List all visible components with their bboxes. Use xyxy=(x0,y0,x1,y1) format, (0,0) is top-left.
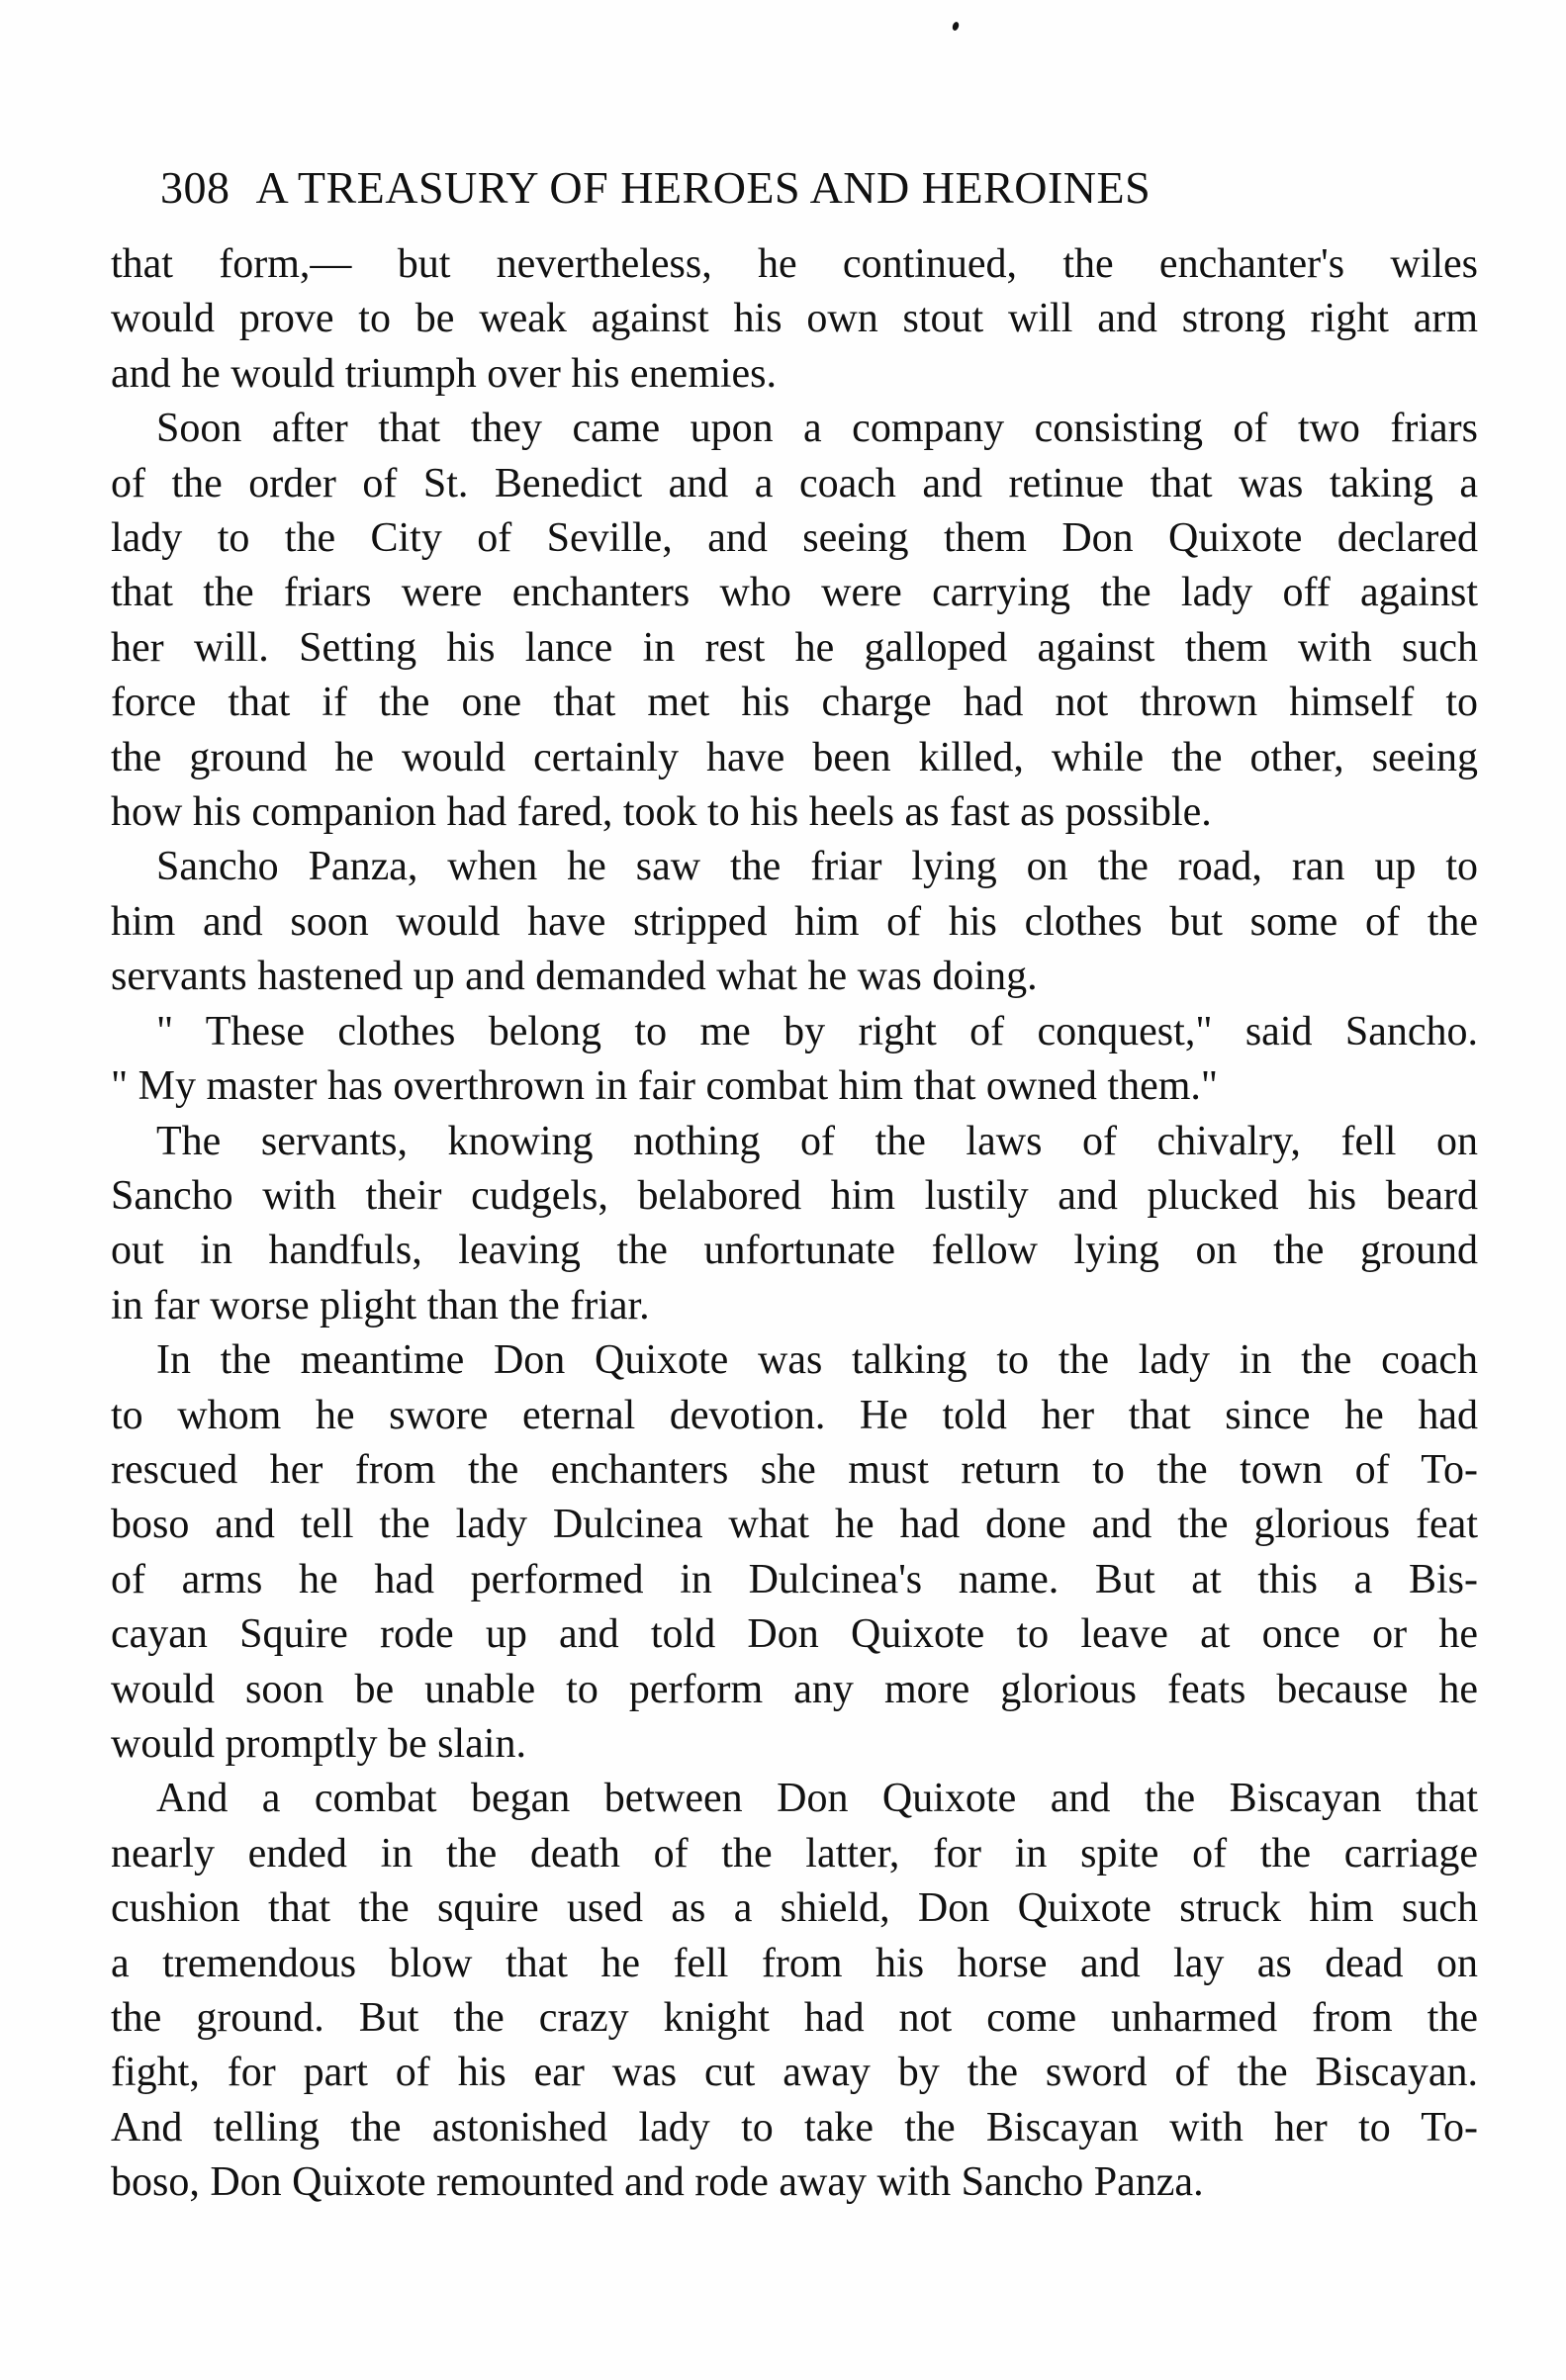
text-line: force that if the one that met his charge had not thrown himself to xyxy=(111,680,1478,726)
ink-speck xyxy=(952,21,961,32)
paragraph xyxy=(111,1115,1478,1334)
paragraph xyxy=(111,1005,1478,1115)
text-line: in far worse plight than the friar. xyxy=(111,1282,650,1328)
text-line: the ground he would certainly have been killed, while the other, seeing xyxy=(111,734,1478,780)
text-line: lady to the City of Seville, and seeing them Don Quixote declared xyxy=(111,515,1478,562)
text-line: And telling the astonished lady to take the Biscayan with her to To- xyxy=(111,2104,1478,2151)
text-line: rescued her from the enchanters she must return to the town of To- xyxy=(111,1446,1478,1493)
running-header xyxy=(160,153,1397,223)
body-text xyxy=(111,237,1478,2211)
text-line: of the order of St. Benedict and a coach and retinue that was taking a xyxy=(111,460,1478,506)
paragraph xyxy=(111,1772,1478,2210)
text-line: out in handfuls, leaving the unfortunate fellow lying on the ground xyxy=(111,1228,1478,1274)
text-line: to whom he swore eternal devotion. He told her that since he had xyxy=(111,1392,1478,1438)
text-line: that the friars were enchanters who were carrying the lady off against xyxy=(111,570,1478,616)
text-line: her will. Setting his lance in rest he galloped against them with such xyxy=(111,624,1478,671)
text-line: " My master has overthrown in fair combat him that owned them." xyxy=(111,1063,1219,1110)
running-title: A TREASURY OF HEROES AND HEROINES xyxy=(255,162,1151,213)
text-line: of arms he had performed in Dulcinea's name. But at this a Bis- xyxy=(111,1556,1478,1602)
text-line: Sancho with their cudgels, belabored him lustily and plucked his beard xyxy=(111,1172,1478,1219)
text-line: " These clothes belong to me by right of conquest," said Sancho. xyxy=(156,1008,1478,1054)
text-line: him and soon would have stripped him of his clothes but some of the xyxy=(111,898,1478,945)
text-line: and he would triumph over his enemies. xyxy=(111,350,778,397)
text-line: The servants, knowing nothing of the laws of chivalry, fell on xyxy=(156,1118,1478,1164)
text-line: how his companion had fared, took to his heels as fast as possible. xyxy=(111,789,1212,836)
text-line: cushion that the squire used as a shield, Don Quixote struck him such xyxy=(111,1885,1478,1932)
text-line: would promptly be slain. xyxy=(111,1720,526,1767)
page-number: 308 xyxy=(160,162,230,213)
text-line: boso, Don Quixote remounted and rode away with Sancho Panza. xyxy=(111,2159,1204,2206)
text-line: cayan Squire rode up and told Don Quixote to leave at once or he xyxy=(111,1611,1478,1658)
text-line: And a combat began between Don Quixote and the Biscayan that xyxy=(156,1776,1478,1822)
text-line: Sancho Panza, when he saw the friar lying on the road, ran up to xyxy=(156,844,1478,890)
text-line: nearly ended in the death of the latter, for in spite of the carriage xyxy=(111,1830,1478,1877)
text-line: that form,— but nevertheless, he continued, the enchanter's wiles xyxy=(111,241,1478,287)
text-line: servants hastened up and demanded what he was doing. xyxy=(111,954,1038,1000)
paragraph xyxy=(111,840,1478,1004)
text-line: the ground. But the crazy knight had not come unharmed from the xyxy=(111,1995,1478,2041)
text-line: boso and tell the lady Dulcinea what he had done and the glorious feat xyxy=(111,1502,1478,1548)
text-line: Soon after that they came upon a company consisting of two friars xyxy=(156,406,1478,452)
text-line: In the meantime Don Quixote was talking to the lady in the coach xyxy=(156,1337,1478,1384)
text-line: would prove to be weak against his own stout will and strong right arm xyxy=(111,296,1478,342)
paragraph xyxy=(111,402,1478,840)
text-line: a tremendous blow that he fell from his horse and lay as dead on xyxy=(111,1940,1478,1986)
paragraph xyxy=(111,237,1478,402)
paragraph xyxy=(111,1333,1478,1772)
text-line: would soon be unable to perform any more glorious feats because he xyxy=(111,1666,1478,1712)
text-line: fight, for part of his ear was cut away by the sword of the Biscayan. xyxy=(111,2050,1478,2096)
